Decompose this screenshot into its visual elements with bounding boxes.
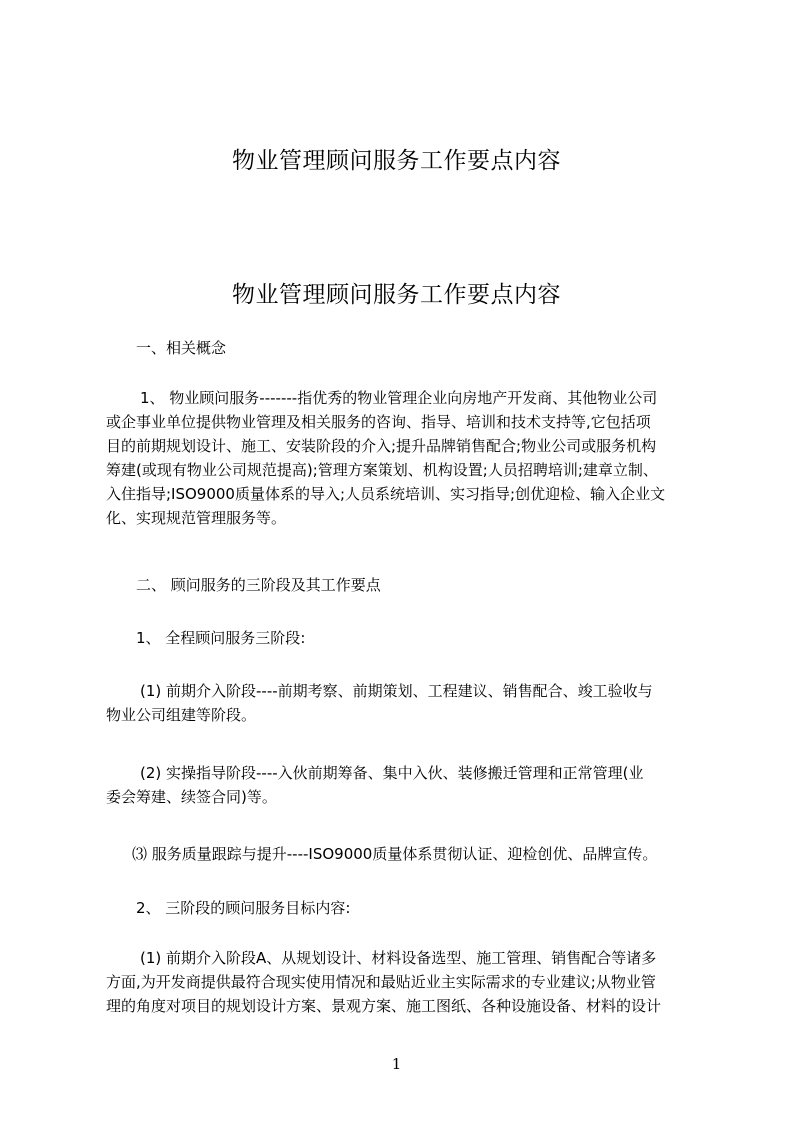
section-2-subheading-1: 1、 全程顾问服务三阶段: xyxy=(136,629,306,647)
section-2-subheading-2: 2、 三阶段的顾问服务目标内容: xyxy=(136,899,351,917)
text-line: 方面,为开发商提供最符合现实使用情况和最贴近业主实际需求的专业建议;从物业管 xyxy=(106,973,656,991)
text-line: (2) 实操指导阶段----入伙前期筹备、集中入伙、装修搬迁管理和正常管理(业 xyxy=(140,764,644,782)
document-header-title: 物业管理顾问服务工作要点内容 xyxy=(232,148,561,174)
text-line: 化、实现规范管理服务等。 xyxy=(106,509,287,527)
section-1-heading: 一、相关概念 xyxy=(136,339,227,357)
text-line: (1) 前期介入阶段A、从规划设计、材料设备选型、施工管理、销售配合等诸多 xyxy=(140,949,657,967)
document-main-title: 物业管理顾问服务工作要点内容 xyxy=(232,282,561,308)
text-line: 筹建(或现有物业公司规范提高);管理方案策划、机构设置;人员招聘培训;建章立制、 xyxy=(106,461,658,479)
stage-2-paragraph xyxy=(106,761,712,809)
text-line: 或企事业单位提供物业管理及相关服务的咨询、指导、培训和技术支持等,它包括项 xyxy=(106,413,651,431)
text-line: 委会筹建、续签合同)等。 xyxy=(106,788,277,806)
text-line: (1) 前期介入阶段----前期考察、前期策划、工程建议、销售配合、竣工验收与 xyxy=(140,682,653,700)
stage-1-paragraph xyxy=(106,679,712,727)
text-line: 入住指导;ISO9000质量体系的导入;人员系统培训、实习指导;创优迎检、输入企业文 xyxy=(106,485,666,503)
text-line: 1、 物业顾问服务-------指优秀的物业管理企业向房地产开发商、其他物业公司 xyxy=(140,389,658,407)
stage-3-paragraph: ⑶ 服务质量跟踪与提升----ISO9000质量体系贯彻认证、迎检创优、品牌宣传。 xyxy=(132,845,658,863)
text-line: 理的角度对项目的规划设计方案、景观方案、施工图纸、各种设施设备、材料的设计 xyxy=(106,997,662,1015)
page-number: 1 xyxy=(391,1055,402,1073)
section-1-item-1 xyxy=(106,386,712,530)
text-line: 目的前期规划设计、施工、安装阶段的介入;提升品牌销售配合;物业公司或服务机构 xyxy=(106,437,657,455)
text-line: 物业公司组建等阶段。 xyxy=(106,706,257,724)
goal-1-paragraph xyxy=(106,946,712,1018)
section-2-heading: 二、 顾问服务的三阶段及其工作要点 xyxy=(136,576,381,594)
